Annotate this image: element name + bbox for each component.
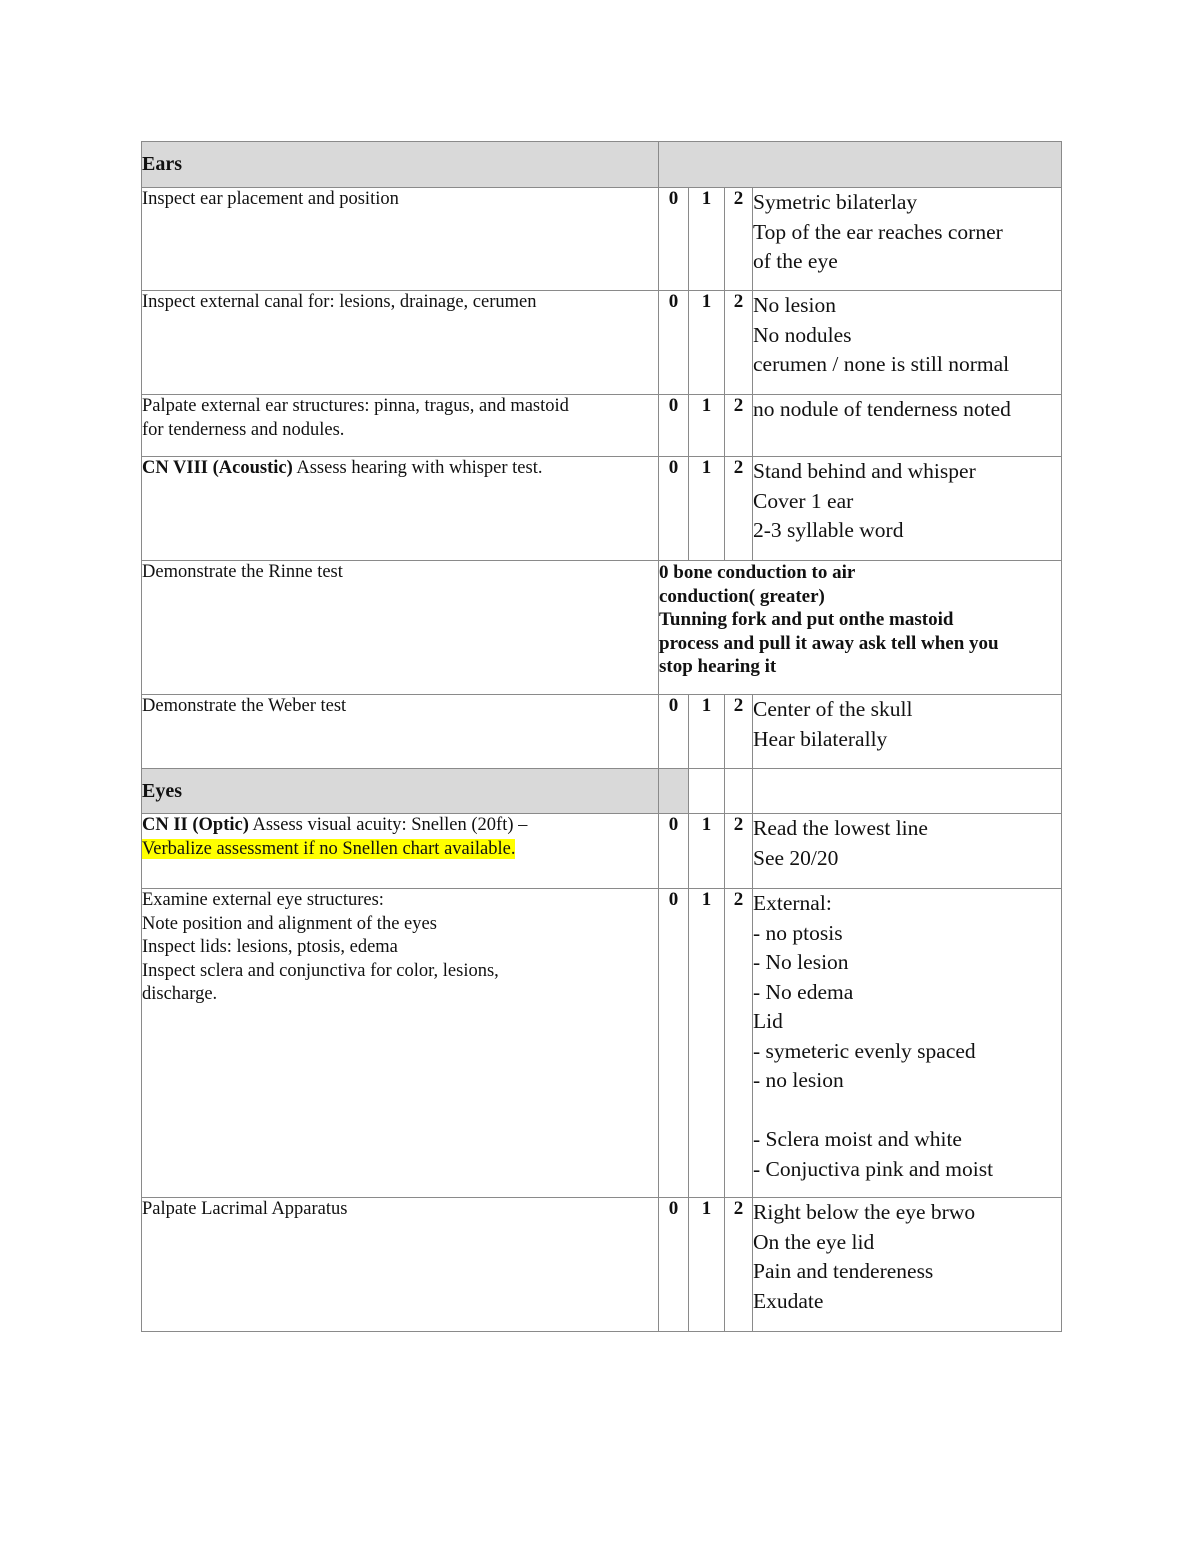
note-line: - No lesion xyxy=(753,950,849,974)
score-2: 2 xyxy=(725,291,753,395)
note-line: conduction( greater) xyxy=(659,585,825,607)
note-line: - No edema xyxy=(753,979,854,1004)
section-header-blank xyxy=(689,769,725,814)
note-line: Pain and tendereness xyxy=(753,1259,934,1283)
notes-cell xyxy=(753,814,1062,889)
task-cell: Demonstrate the Rinne test xyxy=(142,561,659,695)
notes-cell xyxy=(753,695,1062,769)
score-1: 1 xyxy=(689,291,725,395)
task-line: Palpate external ear structures: pinna, tragus, and mastoid xyxy=(142,396,569,416)
score-2: 2 xyxy=(725,1198,753,1332)
note-line: - Conjuctiva pink and moist xyxy=(753,1156,994,1181)
note-line: Tunning fork and put onthe mastoid xyxy=(659,609,954,630)
score-2: 2 xyxy=(725,188,753,291)
task-line: Inspect lids: lesions, ptosis, edema xyxy=(142,937,398,957)
section-header-blank xyxy=(659,769,689,814)
table-row xyxy=(142,291,1062,395)
note-line: Symetric bilaterlay xyxy=(753,190,918,214)
task-line: Examine external eye structures: xyxy=(142,890,384,910)
notes-cell xyxy=(753,188,1062,291)
section-header-ears xyxy=(142,142,1062,188)
score-2: 2 xyxy=(725,814,753,889)
section-header-eyes xyxy=(142,769,1062,814)
notes-cell xyxy=(753,457,1062,561)
note-line: External: xyxy=(753,891,832,915)
task-cell xyxy=(142,395,659,457)
note-line: Right below the eye brwo xyxy=(753,1200,976,1224)
note-line: - symeteric evenly spaced xyxy=(753,1038,976,1063)
note-line: Cover 1 ear xyxy=(753,488,854,513)
notes-cell xyxy=(753,395,1062,457)
section-header-blank xyxy=(753,769,1062,814)
note-line: of the eye xyxy=(753,249,838,273)
score-0: 0 xyxy=(659,889,689,1198)
task-line: for tenderness and nodules. xyxy=(142,419,345,440)
table-row xyxy=(142,814,1062,889)
note-line: - no ptosis xyxy=(753,920,843,945)
task-cell xyxy=(142,889,659,1198)
note-line: 0 bone conduction to air xyxy=(659,562,856,583)
task-bold: CN VIII (Acoustic) xyxy=(142,458,293,478)
highlighted-instruction: Verbalize assessment if no Snellen chart available. xyxy=(142,838,516,859)
score-1: 1 xyxy=(689,695,725,769)
note-line: On the eye lid xyxy=(753,1229,875,1254)
note-line: - no lesion xyxy=(753,1068,844,1092)
score-0: 0 xyxy=(659,1198,689,1332)
note-line: Top of the ear reaches corner xyxy=(753,219,1003,244)
task-line xyxy=(142,838,658,862)
task-cell: Inspect ear placement and position xyxy=(142,188,659,291)
note-line: process and pull it away ask tell when you xyxy=(659,632,999,654)
score-1: 1 xyxy=(689,457,725,561)
section-header-blank xyxy=(659,142,1062,188)
blank-line xyxy=(753,1096,1061,1126)
score-1: 1 xyxy=(689,889,725,1198)
note-line: stop hearing it xyxy=(659,656,777,677)
score-0: 0 xyxy=(659,814,689,889)
table-row xyxy=(142,457,1062,561)
notes-cell xyxy=(753,1198,1062,1332)
score-2: 2 xyxy=(725,395,753,457)
section-title-ears: Ears xyxy=(142,142,659,188)
note-line: No nodules xyxy=(753,322,852,347)
task-line: discharge. xyxy=(142,984,218,1004)
task-line: Note position and alignment of the eyes xyxy=(142,913,437,934)
note-line: Lid xyxy=(753,1009,783,1033)
score-2: 2 xyxy=(725,889,753,1198)
note-line: Hear bilaterally xyxy=(753,726,888,751)
note-line: - Sclera moist and white xyxy=(753,1127,962,1151)
score-0: 0 xyxy=(659,188,689,291)
note-line: cerumen / none is still normal xyxy=(753,352,1010,376)
task-text: Assess hearing with whisper test. xyxy=(292,458,543,478)
notes-cell xyxy=(753,889,1062,1198)
score-2: 2 xyxy=(725,695,753,769)
score-1: 1 xyxy=(689,188,725,291)
note-line: Exudate xyxy=(753,1288,824,1313)
table-row xyxy=(142,695,1062,769)
task-cell: Demonstrate the Weber test xyxy=(142,695,659,769)
score-0: 0 xyxy=(659,457,689,561)
task-line xyxy=(142,814,658,838)
note-line: No lesion xyxy=(753,293,837,317)
score-2: 2 xyxy=(725,457,753,561)
task-bold: CN II (Optic) xyxy=(142,815,249,835)
task-cell: Palpate Lacrimal Apparatus xyxy=(142,1198,659,1332)
notes-cell xyxy=(753,291,1062,395)
note-line: Stand behind and whisper xyxy=(753,459,976,483)
task-text: Assess visual acuity: Snellen (20ft) – xyxy=(248,815,528,835)
score-0: 0 xyxy=(659,695,689,769)
task-line: Inspect sclera and conjunctiva for color, lesions, xyxy=(142,960,499,981)
rinne-notes-cell xyxy=(659,561,1062,695)
note-line: Center of the skull xyxy=(753,697,913,721)
score-1: 1 xyxy=(689,395,725,457)
task-cell: Inspect external canal for: lesions, drainage, cerumen xyxy=(142,291,659,395)
note-line: Read the lowest line xyxy=(753,816,928,840)
section-title-eyes: Eyes xyxy=(142,769,659,814)
score-0: 0 xyxy=(659,291,689,395)
score-0: 0 xyxy=(659,395,689,457)
table-row xyxy=(142,561,1062,695)
note-line: 2-3 syllable word xyxy=(753,518,904,542)
note-line: no nodule of tenderness noted xyxy=(753,397,1011,421)
score-1: 1 xyxy=(689,814,725,889)
table-row xyxy=(142,889,1062,1198)
section-header-blank xyxy=(725,769,753,814)
score-1: 1 xyxy=(689,1198,725,1332)
note-line: See 20/20 xyxy=(753,845,839,870)
task-cell xyxy=(142,457,659,561)
assessment-checklist-table xyxy=(141,141,1062,1332)
table-row xyxy=(142,188,1062,291)
table-row xyxy=(142,395,1062,457)
table-row xyxy=(142,1198,1062,1332)
task-cell xyxy=(142,814,659,889)
